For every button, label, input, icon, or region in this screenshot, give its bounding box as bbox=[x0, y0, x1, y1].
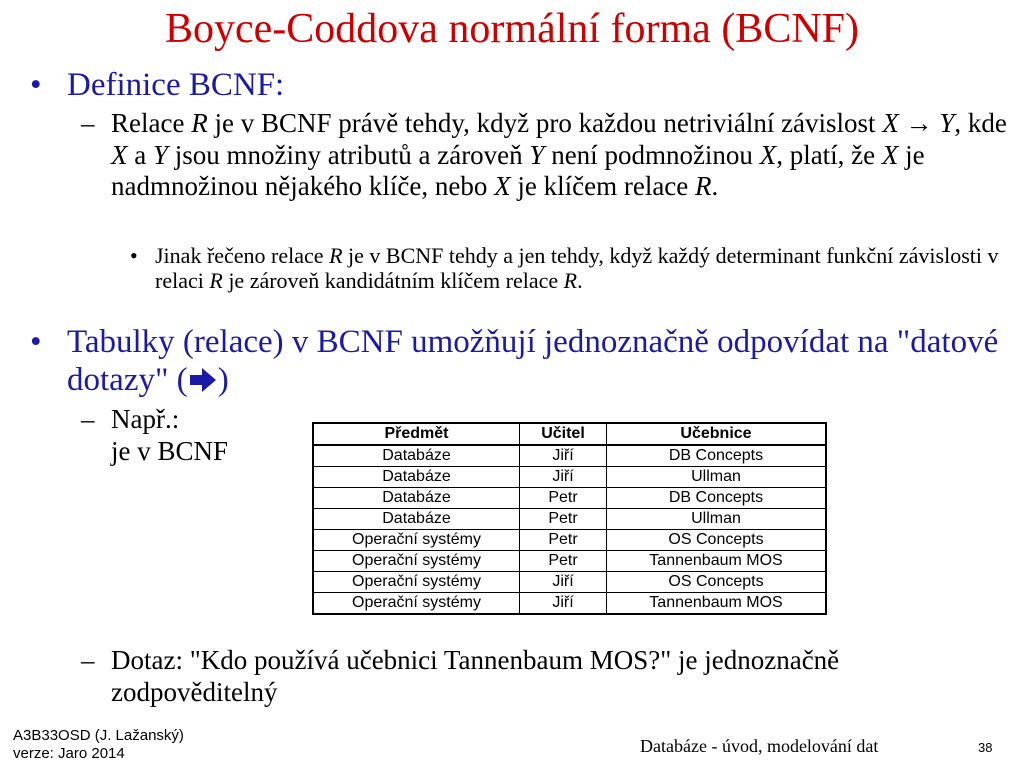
restatement-text: Jinak řečeno relace R je v BCNF tehdy a jen tehdy, když každý determinant funkční závislosti v relaci R je zároveň kandidátním klíčem relace R. bbox=[155, 243, 999, 293]
table-row bbox=[313, 445, 826, 467]
dash-marker: – bbox=[81, 108, 95, 138]
table-row bbox=[313, 509, 826, 530]
cell-ucitel: Petr bbox=[520, 488, 607, 509]
footer-topic: Databáze - úvod, modelování dat bbox=[640, 736, 879, 756]
table-row bbox=[313, 488, 826, 509]
bullet-marker: • bbox=[30, 324, 42, 360]
page-number: 38 bbox=[978, 740, 993, 755]
cell-ucitel: Petr bbox=[520, 551, 607, 572]
cell-ucebnice: Tannenbaum MOS bbox=[607, 593, 827, 615]
cell-ucitel: Jiří bbox=[520, 467, 607, 488]
cell-predmet: Databáze bbox=[313, 488, 520, 509]
cell-predmet: Operační systémy bbox=[313, 551, 520, 572]
table-row bbox=[313, 572, 826, 593]
cell-predmet: Operační systémy bbox=[313, 530, 520, 551]
cell-ucebnice: DB Concepts bbox=[607, 488, 827, 509]
footer-course: A3B33OSD (J. Lažanský) bbox=[13, 727, 184, 744]
footer-author bbox=[13, 727, 184, 763]
header-ucebnice: Učebnice bbox=[607, 423, 827, 445]
table-row bbox=[313, 530, 826, 551]
example-caption: je v BCNF bbox=[111, 435, 229, 466]
cell-predmet: Operační systémy bbox=[313, 593, 520, 615]
cell-ucebnice: DB Concepts bbox=[607, 445, 827, 467]
header-predmet: Předmět bbox=[313, 423, 520, 445]
definition-text: Relace R je v BCNF právě tehdy, když pro každou netriviální závislost X → Y, kde X a Y jsou množiny atributů a zároveň Y není podmnožinou X, platí, že X je nadmnožinou nějakého klíče, nebo X je klíčem relace R. bbox=[111, 108, 1007, 201]
cell-ucitel: Petr bbox=[520, 530, 607, 551]
cell-ucitel: Petr bbox=[520, 509, 607, 530]
bcnf-example-table bbox=[312, 422, 827, 615]
cell-predmet: Databáze bbox=[313, 509, 520, 530]
cell-ucitel: Jiří bbox=[520, 593, 607, 615]
table-row bbox=[313, 593, 826, 615]
bullet-text: Tabulky (relace) v BCNF umožňují jednoznačně odpovídat na "datové dotazy" ( ) bbox=[67, 324, 999, 398]
dash-marker: – bbox=[81, 645, 95, 675]
header-ucitel: Učitel bbox=[520, 423, 607, 445]
cell-predmet: Operační systémy bbox=[313, 572, 520, 593]
bullet-marker-small: • bbox=[130, 243, 138, 268]
table-row bbox=[313, 551, 826, 572]
dash-marker: – bbox=[81, 404, 95, 434]
cell-ucebnice: OS Concepts bbox=[607, 530, 827, 551]
bullet-marker: • bbox=[30, 67, 42, 103]
cell-ucebnice: OS Concepts bbox=[607, 572, 827, 593]
slide-title: Boyce-Coddova normální forma (BCNF) bbox=[164, 6, 860, 52]
table-header-row bbox=[313, 423, 826, 445]
cell-predmet: Databáze bbox=[313, 467, 520, 488]
right-arrow-icon bbox=[188, 367, 218, 393]
query-text: Dotaz: "Kdo používá učebnici Tannenbaum MOS?" je jednoznačně zodpověditelný bbox=[111, 645, 840, 707]
table-row bbox=[313, 467, 826, 488]
footer-version: verze: Jaro 2014 bbox=[13, 745, 125, 762]
cell-ucitel: Jiří bbox=[520, 572, 607, 593]
cell-ucebnice: Ullman bbox=[607, 509, 827, 530]
cell-ucebnice: Ullman bbox=[607, 467, 827, 488]
cell-ucitel: Jiří bbox=[520, 445, 607, 467]
cell-ucebnice: Tannenbaum MOS bbox=[607, 551, 827, 572]
cell-predmet: Databáze bbox=[313, 445, 520, 467]
bullet-text: Definice BCNF: bbox=[67, 67, 285, 103]
example-label: Např.: bbox=[111, 404, 180, 434]
